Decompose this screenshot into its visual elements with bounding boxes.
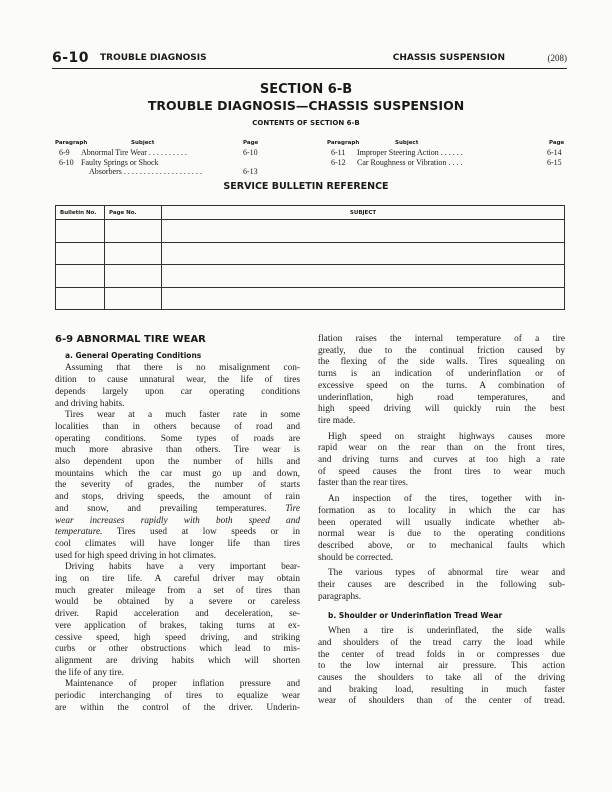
toc-header-subject: Subject (395, 140, 419, 146)
text-line: and stops, driving speeds, the amount of rain (55, 492, 300, 503)
column-subject: SUBJECT (162, 206, 565, 220)
toc-entry[interactable] (327, 148, 567, 158)
paragraph (55, 679, 300, 714)
text-line: dition to cause unnatural wear, the life of tires (55, 375, 300, 386)
text-line: normal wear is due to the operating conditions (318, 529, 565, 540)
text-line: An inspection of the tires, together with in- (328, 494, 565, 505)
text-line: curbs or other obstructions which lead to mis- (55, 644, 300, 655)
text-line: high speed driving will quickly ruin the best (318, 404, 565, 415)
text-line: much more abrasive than others. Tire wear is (55, 445, 300, 456)
toc-header (55, 139, 260, 148)
toc-page: 6-13 (243, 167, 258, 176)
toc-subject: Faulty Springs or Shock (81, 157, 159, 167)
text-line: to the low internal air pressure. This action (318, 661, 565, 672)
text-line: tire made. (318, 415, 356, 426)
paragraph (318, 432, 565, 491)
text-line: High speed on straight highways causes more (328, 431, 565, 442)
emphasis: temperature. (55, 527, 103, 538)
text-span: and snow, and prevailing temperatures. (55, 503, 267, 514)
running-header (52, 50, 567, 69)
paragraph (55, 363, 300, 410)
left-column (55, 334, 300, 715)
text-line: wear of shoulders than of the center of tread. (318, 696, 565, 707)
text-line: underinflation, high road temperatures, and (318, 392, 565, 403)
text-line: driver. Rapid acceleration and deceleration, se- (55, 609, 300, 620)
emphasis: Tire (285, 503, 300, 514)
text-line: described above, or to mechanical faults which (318, 540, 565, 551)
heading-b: b. Shoulder or Underinflation Tread Wear (328, 611, 503, 621)
paragraph (318, 494, 565, 564)
section-title: SECTION 6-B (259, 82, 353, 97)
heading-a: a. General Operating Conditions (65, 350, 202, 360)
toc-page: 6-10 (243, 148, 258, 157)
section-label: TROUBLE DIAGNOSIS (100, 53, 207, 63)
text-line (55, 527, 300, 539)
table-row (56, 220, 565, 243)
table-row (56, 265, 565, 288)
text-line: Tires wear at a much faster rate in some (65, 410, 300, 421)
text-line: cessive speed, high speed driving, and striking (55, 632, 300, 643)
column-page: Page No. (105, 206, 162, 220)
toc-subject: Improper Steering Action . . . . . . (357, 148, 463, 157)
text-line: depends largely upon car operating conditions (55, 386, 300, 397)
toc-subject: Abnormal Tire Wear . . . . . . . . . . (81, 148, 187, 157)
toc-page: 6-14 (547, 148, 562, 157)
toc-header-page: Page (549, 140, 565, 146)
paragraph (318, 334, 565, 428)
text-line: cool climates will have longer life than tires (55, 538, 300, 549)
text-line: periodic interchanging of tires to equalize wear (55, 691, 300, 702)
toc-right (327, 139, 567, 167)
text-line: the life of any tire. (55, 667, 124, 678)
text-line: should be corrected. (318, 552, 394, 563)
text-line: alignment are driving habits which will shorten (55, 655, 300, 666)
toc-para: 6-12 (331, 157, 346, 167)
bulletin-table (55, 205, 565, 310)
table-row (56, 287, 565, 310)
page-number: 6-10 (52, 50, 90, 66)
text-line: the severity of grades, the number of starts (55, 480, 300, 491)
text-line (55, 516, 300, 528)
toc-header-paragraph: Paragraph (55, 140, 88, 146)
toc-subject: Car Roughness or Vibration . . . . (357, 157, 463, 167)
text-line: would be obtained by a severe or careless (55, 597, 300, 608)
text-line: used for high speed driving in hot climates. (55, 550, 217, 561)
toc-para: 6-11 (331, 148, 346, 157)
chapter-label: CHASSIS SUSPENSION (392, 53, 505, 63)
text-line: been operated will usually indicate whether ab- (318, 517, 565, 528)
toc-para: 6-9 (59, 148, 70, 157)
text-line: ing on tire life. A careful driver may obtain (55, 574, 300, 585)
text-line: and shoulders of the tread carry the load while (318, 637, 565, 648)
toc-header (327, 139, 567, 148)
paragraph (55, 410, 300, 562)
text-line: and driving habits. (55, 398, 125, 409)
text-line: faster than the rear tires. (318, 478, 409, 489)
text-line: rapid wear on the rear than on the front tires, (318, 443, 565, 454)
text-line: Driving habits have a very important bear- (65, 562, 300, 573)
toc-entry[interactable] (55, 167, 260, 177)
text-line: paragraphs. (318, 591, 362, 602)
text-line: vere application of brakes, taking turns at ex- (55, 620, 300, 631)
paragraph (318, 568, 565, 603)
main-title: TROUBLE DIAGNOSIS—CHASSIS SUSPENSION (147, 98, 465, 113)
text-line: and braking load, resulting in much faster (318, 684, 565, 695)
text-line: localities than in others because of road and (55, 421, 300, 432)
toc-page: 6-15 (547, 157, 562, 167)
text-line: and driving turns and curves at too high a rate (318, 455, 565, 466)
text-line: their causes are described in the following sub- (318, 580, 565, 591)
text-line: flation raises the internal temperature of a tire (318, 334, 565, 344)
text-line: formation as to locality in which the car has (318, 505, 565, 516)
toc-header-subject: Subject (131, 140, 155, 146)
toc-entry[interactable] (55, 148, 260, 158)
toc-header-page: Page (243, 140, 259, 146)
toc-header-paragraph: Paragraph (327, 140, 360, 146)
text-line: Assuming that there is no misalignment con- (65, 363, 300, 374)
heading-6-9: 6-9 ABNORMAL TIRE WEAR (55, 334, 206, 345)
toc-para: 6-10 (59, 157, 74, 167)
text-line: of speed causes the front tires to wear much (318, 466, 565, 477)
column-bulletin: Bulletin No. (56, 206, 105, 220)
text-line: the flexing of the side walls. Tires squealing on (318, 357, 565, 368)
text-line: are within the control of the driver. Underin- (55, 702, 300, 713)
toc-left (55, 139, 260, 177)
table-row (56, 242, 565, 265)
text-line: the center of tread folds in or compresses due (318, 649, 565, 660)
text-line: mountains which the car must go up and down, (55, 468, 300, 479)
text-line: excessive speed on the turns. A combination of (318, 380, 565, 391)
text-line: turns is an indication of underinflation or of (318, 369, 565, 380)
emphasis: wear increases rapidly with both speed and (55, 515, 300, 526)
text-line: operating conditions. Some types of roads are (55, 433, 300, 444)
text-line: The various types of abnormal tire wear and (328, 568, 565, 579)
sheet-number: (208) (547, 53, 567, 63)
toc-entry[interactable] (327, 158, 567, 168)
text-line: also dependent upon the number of hills and (55, 457, 300, 468)
text-line: causes the shoulders to take all of the driving (318, 672, 565, 683)
text-span: Tires used at low speeds or in (116, 527, 301, 538)
text-line: Maintenance of proper inflation pressure and (65, 679, 300, 690)
text-line: greatly, due to the continual friction caused by (318, 345, 565, 356)
contents-title: CONTENTS OF SECTION 6-B (252, 119, 360, 127)
text-line: much greater mileage from a set of tires than (55, 585, 300, 596)
bulletin-title: SERVICE BULLETIN REFERENCE (223, 181, 389, 192)
paragraph (318, 626, 565, 708)
table-header-row (56, 206, 565, 220)
right-column (318, 334, 565, 708)
toc-subject: Absorbers . . . . . . . . . . . . . . . . . . . . (89, 167, 202, 176)
text-line: When a tire is underinflated, the side walls (328, 626, 565, 637)
toc-entry[interactable] (55, 158, 260, 168)
text-line (55, 504, 300, 516)
paragraph (55, 562, 300, 679)
